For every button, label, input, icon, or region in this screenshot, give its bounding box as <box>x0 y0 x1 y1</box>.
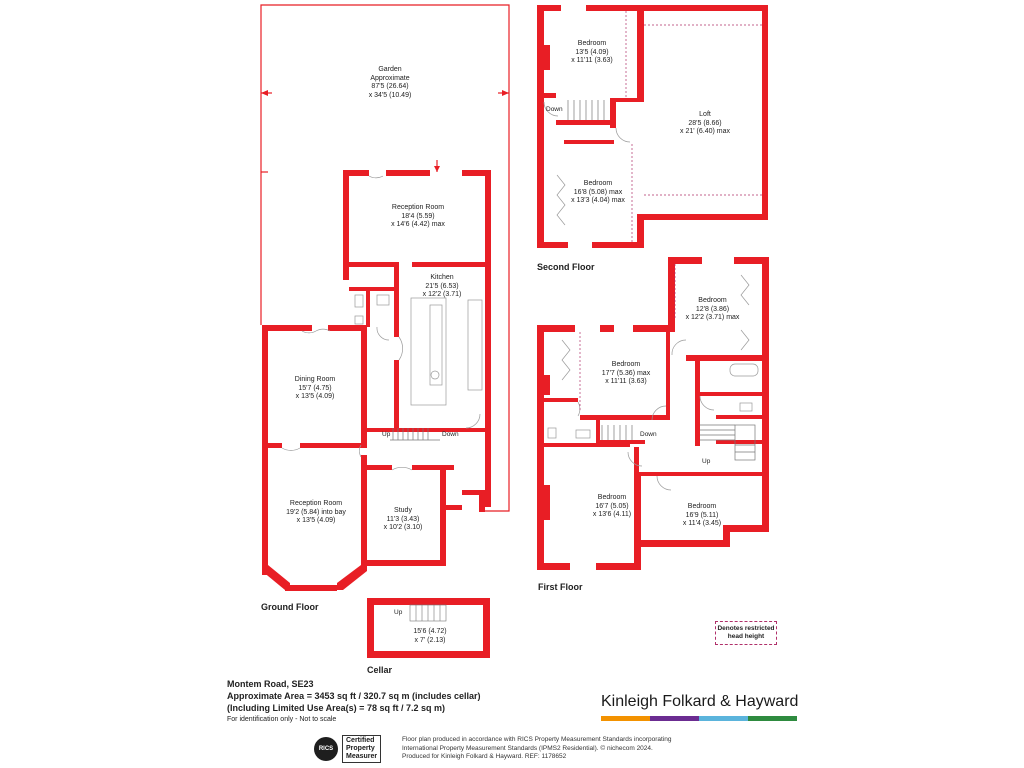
identification-note: For identification only - Not to scale <box>227 716 337 723</box>
room-dim: x 12'2 (3.71) max <box>685 314 740 321</box>
room-name: Reception Room <box>391 204 445 211</box>
brand-bar-purple <box>650 716 699 721</box>
cellar-label <box>400 628 460 645</box>
footer-line-2: International Property Measurement Standards (IPMS2 Residential). © nichecom 2024. <box>402 744 653 752</box>
ground-stairs-up: Up <box>382 431 391 438</box>
rics-line-3: Measurer <box>346 752 378 760</box>
room-dim: x 10'2 (3.10) <box>383 524 423 531</box>
brand-bar-green <box>748 716 797 721</box>
limited-use-area: (Including Limited Use Area(s) = 78 sq ft / 7.2 sq m) <box>227 703 445 713</box>
first-floor-bedroom-front-left-label <box>572 494 652 520</box>
cellar-stairs-up: Up <box>394 609 403 616</box>
first-floor-stairs-up: Up <box>702 458 711 465</box>
brand-bar-blue <box>699 716 748 721</box>
room-dim: 16'7 (5.05) <box>595 502 629 510</box>
reception-room-front-label <box>274 500 358 526</box>
room-dim: 13'5 (4.09) <box>575 48 609 56</box>
first-floor-restricted <box>580 264 675 410</box>
room-dim: x 21' (6.40) max <box>680 128 730 135</box>
second-floor-details <box>544 100 630 225</box>
room-name: Garden <box>378 66 402 73</box>
room-dim: 16'8 (5.08) max <box>573 188 623 196</box>
first-floor-bedroom-top-label <box>675 297 750 323</box>
kitchen-label <box>402 274 482 300</box>
room-dim: x 34'5 (10.49) <box>368 91 412 99</box>
cellar-stairs <box>410 605 446 621</box>
room-dim: 11'3 (3.43) <box>386 515 420 523</box>
approximate-area: Approximate Area = 3453 sq ft / 320.7 sq m (includes cellar) <box>227 691 481 701</box>
garden-arrows <box>261 90 509 172</box>
room-name: Bedroom <box>577 40 607 47</box>
second-floor-title: Second Floor <box>537 262 595 272</box>
room-name-line2: Approximate <box>370 74 410 82</box>
room-dim: 17'7 (5.36) max <box>601 369 651 377</box>
room-name: Dining Room <box>294 376 336 383</box>
cellar-title: Cellar <box>367 665 393 675</box>
rics-certified-box <box>342 735 381 763</box>
address-title: Montem Road, SE23 <box>227 679 314 689</box>
footer-notice <box>402 736 722 762</box>
room-dim: 19'2 (5.84) into bay <box>286 508 346 516</box>
address-block <box>227 678 481 726</box>
room-name: Loft <box>699 111 711 118</box>
room-dim: 87'5 (26.64) <box>371 83 409 90</box>
room-name: Study <box>394 507 412 514</box>
second-floor-stairs-down: Down <box>546 106 563 113</box>
room-dim: 16'9 (5.11) <box>685 511 719 519</box>
dining-room-label <box>275 376 355 402</box>
first-floor-bedroom-front-right-label <box>662 503 742 529</box>
room-dim: x 13'5 (4.09) <box>296 517 336 524</box>
study-label <box>368 507 438 533</box>
room-name: Reception Room <box>289 500 343 507</box>
second-floor-bedroom-2-label <box>558 180 638 206</box>
first-floor-bedroom-mid-label <box>586 361 666 387</box>
second-floor-bedroom-1-label <box>552 40 632 66</box>
key-line-2: head height <box>727 633 765 640</box>
rics-badge <box>314 735 396 762</box>
room-name: Bedroom <box>698 297 727 304</box>
agent-brand-name: Kinleigh Folkard & Hayward <box>601 693 799 710</box>
room-dim: x 11'4 (3.45) <box>682 520 722 527</box>
room-name: Bedroom <box>583 180 613 187</box>
room-dim: x 13'5 (4.09) <box>295 393 335 400</box>
brand-color-bars <box>601 716 797 721</box>
restricted-head-height-key <box>715 621 777 645</box>
ground-floor-title: Ground Floor <box>261 602 319 612</box>
room-dim: 18'4 (5.59) <box>401 212 435 220</box>
room-dim: 21'5 (6.53) <box>425 282 459 290</box>
room-dim: 28'5 (8.66) <box>688 119 722 127</box>
brand-bar-orange <box>601 716 650 721</box>
footer-line-1: Floor plan produced in accordance with RICS Property Measurement Standards incorporating <box>402 736 672 743</box>
rics-line-2: Property <box>346 744 375 752</box>
rics-line-1: Certified <box>346 736 375 744</box>
room-dim: x 11'11 (3.63) <box>571 57 613 64</box>
loft-label <box>665 111 745 137</box>
garden-label <box>350 66 430 100</box>
room-dim: 12'8 (3.86) <box>695 305 730 313</box>
footer-line-3: Produced for Kinleigh Folkard & Hayward. REF: 1178652 <box>402 753 567 760</box>
room-dim: x 13'6 (4.11) <box>592 511 632 518</box>
room-name: Bedroom <box>597 494 627 501</box>
rics-logo: RICS <box>314 737 338 761</box>
first-floor-title: First Floor <box>538 582 583 592</box>
ground-stairs-down: Down <box>442 431 459 438</box>
room-name: Kitchen <box>430 274 454 281</box>
first-floor-stairs-down: Down <box>640 431 657 438</box>
room-dim: 15'7 (4.75) <box>298 384 332 392</box>
room-dim: x 7' (2.13) <box>414 636 446 644</box>
room-dim: 15'6 (4.72) <box>413 628 447 635</box>
room-name: Bedroom <box>687 503 717 510</box>
room-dim: x 14'6 (4.42) max <box>391 221 445 228</box>
key-line-1: Denotes restricted <box>717 625 775 632</box>
room-dim: x 12'2 (3.71) <box>422 291 462 298</box>
reception-room-rear-label <box>378 204 458 230</box>
room-dim: x 13'3 (4.04) max <box>571 197 625 204</box>
room-name: Bedroom <box>611 361 641 368</box>
room-dim: x 11'11 (3.63) <box>605 378 647 385</box>
